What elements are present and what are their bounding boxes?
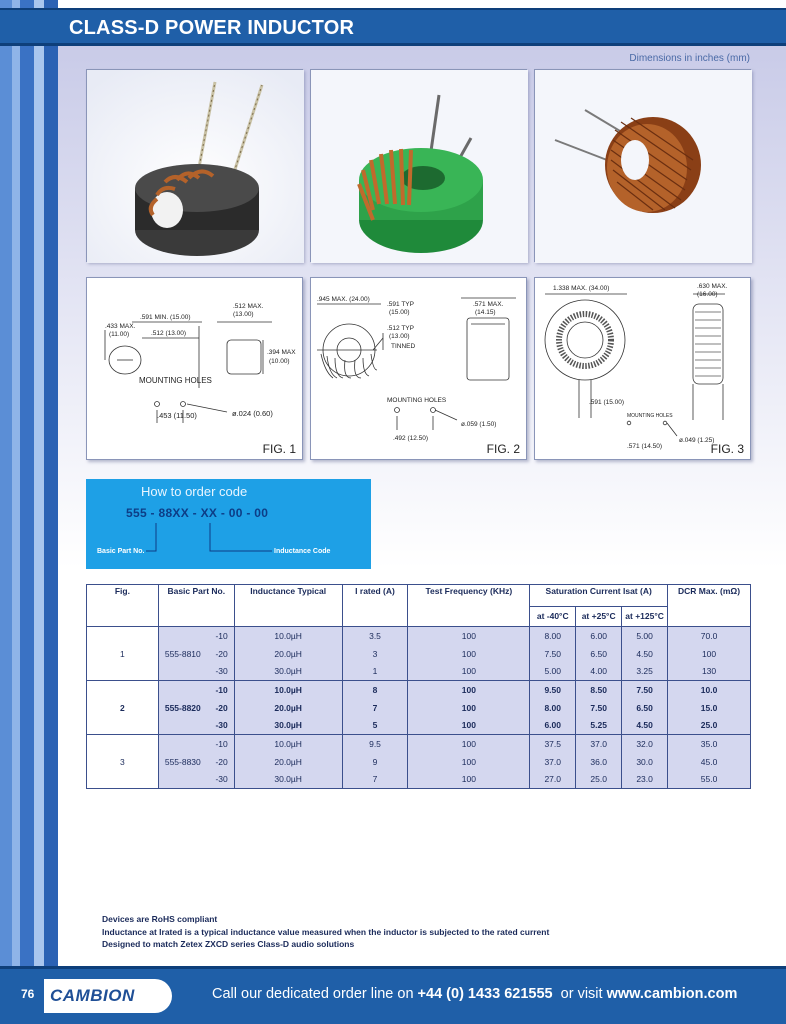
fig1-mounting-holes: MOUNTING HOLES: [139, 376, 212, 385]
cell-part-number: [158, 645, 234, 663]
cell-irated: 8: [342, 681, 408, 699]
cell-frequency: 100: [408, 753, 530, 771]
cell-sat-plus125: 7.50: [622, 681, 668, 699]
cell-frequency: 100: [408, 663, 530, 681]
fig1-dim-10: ø.024 (0.60): [232, 409, 273, 418]
cell-dcr: 25.0: [668, 717, 751, 735]
fig3-dim-6: .571 (14.50): [627, 443, 663, 450]
order-code-box: [86, 479, 371, 569]
cell-fig: [87, 735, 159, 753]
cell-fig: 2: [87, 699, 159, 717]
cell-part-number: [158, 699, 234, 717]
cell-part-number: [158, 717, 234, 735]
fig3-label: FIG. 3: [710, 442, 744, 456]
cell-sat-plus25: 6.00: [576, 627, 622, 645]
cell-inductance: 10.0µH: [234, 681, 342, 699]
cell-sat-plus25: 37.0: [576, 735, 622, 753]
fig3-mounting-holes: MOUNTING HOLES: [627, 413, 673, 419]
cell-sat-plus125: 32.0: [622, 735, 668, 753]
fig1-dim-7: (10.00): [269, 358, 290, 365]
fig1-dim-3: .512 (13.00): [151, 330, 187, 337]
call-mid: or visit: [552, 986, 607, 1002]
cell-frequency: 100: [408, 717, 530, 735]
cell-part-number: [158, 771, 234, 789]
page-title: CLASS-D POWER INDUCTOR: [69, 17, 355, 39]
cambion-logo: [44, 979, 172, 1013]
cell-sat-plus125: 4.50: [622, 717, 668, 735]
fig2-dim-3: .512 TYP: [387, 325, 414, 332]
th-saturation-current: Saturation Current Isat (A): [530, 585, 668, 607]
logo-text: CAMBION: [50, 986, 135, 1005]
inductance-code: -30: [215, 774, 228, 785]
cell-sat-minus40: 8.00: [530, 699, 576, 717]
cell-fig: [87, 771, 159, 789]
inductance-code: -10: [215, 684, 228, 695]
cell-irated: 7: [342, 771, 408, 789]
website-link[interactable]: www.cambion.com: [606, 986, 738, 1002]
th-irated: I rated (A): [342, 585, 408, 627]
order-code: 555 - 88XX - XX - 00 - 00: [126, 506, 269, 520]
cell-sat-plus25: 25.0: [576, 771, 622, 789]
fig2-label: FIG. 2: [486, 442, 520, 456]
product-photo-fig3: [534, 69, 751, 262]
table-row: [87, 735, 751, 753]
fig2-dim-9: ø.059 (1.50): [461, 421, 497, 428]
cell-sat-plus25: 7.50: [576, 699, 622, 717]
cell-sat-plus125: 5.00: [622, 627, 668, 645]
cell-irated: 3.5: [342, 627, 408, 645]
th-sat-minus40: at -40°C: [530, 607, 576, 627]
fig3-dim-5: ø.049 (1.25): [679, 437, 715, 444]
th-fig: Fig.: [87, 585, 159, 627]
fig1-dim-9: .453 (11.50): [157, 411, 197, 420]
table-row: [87, 753, 751, 771]
note-inductance: Inductance at Irated is a typical inductance value measured when the inductor is subjected to the rated current: [102, 926, 550, 937]
title-bar: [0, 8, 786, 46]
cell-sat-minus40: 6.00: [530, 717, 576, 735]
order-code-callout-lines: [86, 479, 371, 569]
phone-number: +44 (0) 1433 621555: [417, 986, 553, 1002]
order-code-heading: How to order code: [141, 484, 248, 499]
order-line-text: [212, 986, 737, 1002]
cell-dcr: 15.0: [668, 699, 751, 717]
note-rohs: Devices are RoHS compliant: [102, 914, 218, 924]
cell-dcr: 10.0: [668, 681, 751, 699]
cell-sat-minus40: 5.00: [530, 663, 576, 681]
fig1-dim-1: (11.00): [109, 331, 130, 338]
fig1-dim-2: .591 MIN. (15.00): [140, 314, 191, 321]
cell-sat-plus125: 30.0: [622, 753, 668, 771]
fig2-dim-0: .945 MAX. (24.00): [317, 296, 370, 303]
cell-dcr: 70.0: [668, 627, 751, 645]
fig3-dim-2: (16.00): [697, 291, 718, 298]
inductance-code: -20: [215, 648, 228, 659]
cell-frequency: 100: [408, 771, 530, 789]
fig1-dim-5: (13.00): [233, 311, 254, 318]
dimension-drawing-fig3: [534, 277, 751, 460]
cell-sat-plus25: 36.0: [576, 753, 622, 771]
cell-sat-plus125: 4.50: [622, 645, 668, 663]
cell-dcr: 45.0: [668, 753, 751, 771]
fig1-dim-0: .433 MAX.: [105, 323, 136, 330]
cell-fig: 1: [87, 645, 159, 663]
cell-sat-minus40: 37.5: [530, 735, 576, 753]
fig2-dim-6: .571 MAX.: [473, 301, 504, 308]
dimension-drawing-fig2: [310, 277, 527, 460]
cell-fig: [87, 663, 159, 681]
cell-sat-plus25: 6.50: [576, 645, 622, 663]
inductance-code: -20: [215, 756, 228, 767]
cell-inductance: 20.0µH: [234, 699, 342, 717]
dimensions-note: Dimensions in inches (mm): [629, 53, 750, 64]
cell-inductance: 30.0µH: [234, 771, 342, 789]
page-number: 76: [21, 987, 35, 1001]
fig3-dim-0: 1.338 MAX. (34.00): [553, 285, 610, 292]
cell-frequency: 100: [408, 735, 530, 753]
table-row: [87, 681, 751, 699]
cell-sat-minus40: 27.0: [530, 771, 576, 789]
cell-fig: [87, 627, 159, 645]
th-sat-plus125: at +125°C: [622, 607, 668, 627]
cell-irated: 3: [342, 645, 408, 663]
cell-part-number: [158, 663, 234, 681]
cell-sat-minus40: 8.00: [530, 627, 576, 645]
basic-part-no: 555-8810: [164, 648, 201, 659]
th-dcr: DCR Max. (mΩ): [668, 585, 751, 627]
cell-inductance: 30.0µH: [234, 663, 342, 681]
cell-inductance: 10.0µH: [234, 735, 342, 753]
cell-sat-plus125: 23.0: [622, 771, 668, 789]
fig2-dim-4: (13.00): [389, 333, 410, 340]
cell-sat-plus25: 5.25: [576, 717, 622, 735]
cell-sat-minus40: 37.0: [530, 753, 576, 771]
cell-frequency: 100: [408, 627, 530, 645]
inductance-code: -30: [215, 720, 228, 731]
fig2-dim-5: TINNED: [391, 343, 416, 350]
th-basic-part: Basic Part No.: [158, 585, 234, 627]
product-photo-fig2: [310, 69, 527, 262]
table-row: [87, 645, 751, 663]
cell-sat-minus40: 9.50: [530, 681, 576, 699]
cell-fig: [87, 681, 159, 699]
note-zetex: Designed to match Zetex ZXCD series Class-D audio solutions: [102, 939, 355, 949]
cell-part-number: [158, 627, 234, 645]
cell-irated: 9.5: [342, 735, 408, 753]
cell-dcr: 100: [668, 645, 751, 663]
fig1-dim-6: .394 MAX: [267, 349, 296, 356]
cell-inductance: 10.0µH: [234, 627, 342, 645]
fig2-mounting-holes: MOUNTING HOLES: [387, 397, 447, 404]
cell-sat-plus125: 6.50: [622, 699, 668, 717]
inductance-code: -10: [215, 738, 228, 749]
cell-frequency: 100: [408, 645, 530, 663]
call-prefix: Call our dedicated order line on: [212, 986, 418, 1002]
cell-irated: 9: [342, 753, 408, 771]
cell-part-number: [158, 753, 234, 771]
table-row: [87, 771, 751, 789]
cell-irated: 5: [342, 717, 408, 735]
fig1-label: FIG. 1: [262, 442, 296, 456]
table-row: [87, 717, 751, 735]
basic-part-no: 555-8830: [164, 756, 201, 767]
fig1-dim-4: .512 MAX.: [233, 303, 264, 310]
inductance-code-label: Inductance Code: [274, 548, 331, 555]
cell-sat-plus25: 4.00: [576, 663, 622, 681]
cell-inductance: 30.0µH: [234, 717, 342, 735]
fig3-dim-3: .591 (15.00): [589, 399, 625, 406]
cell-dcr: 130: [668, 663, 751, 681]
product-photo-fig1: [86, 69, 303, 262]
cell-irated: 1: [342, 663, 408, 681]
cell-sat-plus25: 8.50: [576, 681, 622, 699]
fig2-dim-7: (14.15): [475, 309, 496, 316]
th-test-frequency: Test Frequency (KHz): [408, 585, 530, 627]
basic-part-no: 555-8820: [164, 702, 201, 713]
left-decorative-stripes: [0, 0, 58, 1024]
cell-dcr: 35.0: [668, 735, 751, 753]
cell-frequency: 100: [408, 699, 530, 717]
th-sat-plus25: at +25°C: [576, 607, 622, 627]
cell-part-number: [158, 735, 234, 753]
footnotes: [102, 913, 549, 951]
inductance-code: -10: [215, 630, 228, 641]
footer-bar: [0, 966, 786, 1024]
basic-part-label: Basic Part No.: [97, 548, 145, 555]
th-inductance: Inductance Typical: [234, 585, 342, 627]
dimension-drawing-fig1: [86, 277, 303, 460]
table-row: [87, 699, 751, 717]
cell-part-number: [158, 681, 234, 699]
cell-fig: 3: [87, 753, 159, 771]
cell-frequency: 100: [408, 681, 530, 699]
cell-fig: [87, 717, 159, 735]
fig2-dim-10: .492 (12.50): [393, 435, 429, 442]
spec-table: [86, 584, 751, 789]
table-row: [87, 627, 751, 645]
cell-inductance: 20.0µH: [234, 645, 342, 663]
cell-sat-minus40: 7.50: [530, 645, 576, 663]
fig2-dim-2: (15.00): [389, 309, 410, 316]
inductance-code: -30: [215, 666, 228, 677]
cell-dcr: 55.0: [668, 771, 751, 789]
fig3-dim-1: .630 MAX.: [697, 283, 728, 290]
spec-table-body: [87, 627, 751, 789]
cell-inductance: 20.0µH: [234, 753, 342, 771]
cell-sat-plus125: 3.25: [622, 663, 668, 681]
fig2-dim-1: .591 TYP: [387, 301, 414, 308]
inductance-code: -20: [215, 702, 228, 713]
cell-irated: 7: [342, 699, 408, 717]
table-row: [87, 663, 751, 681]
